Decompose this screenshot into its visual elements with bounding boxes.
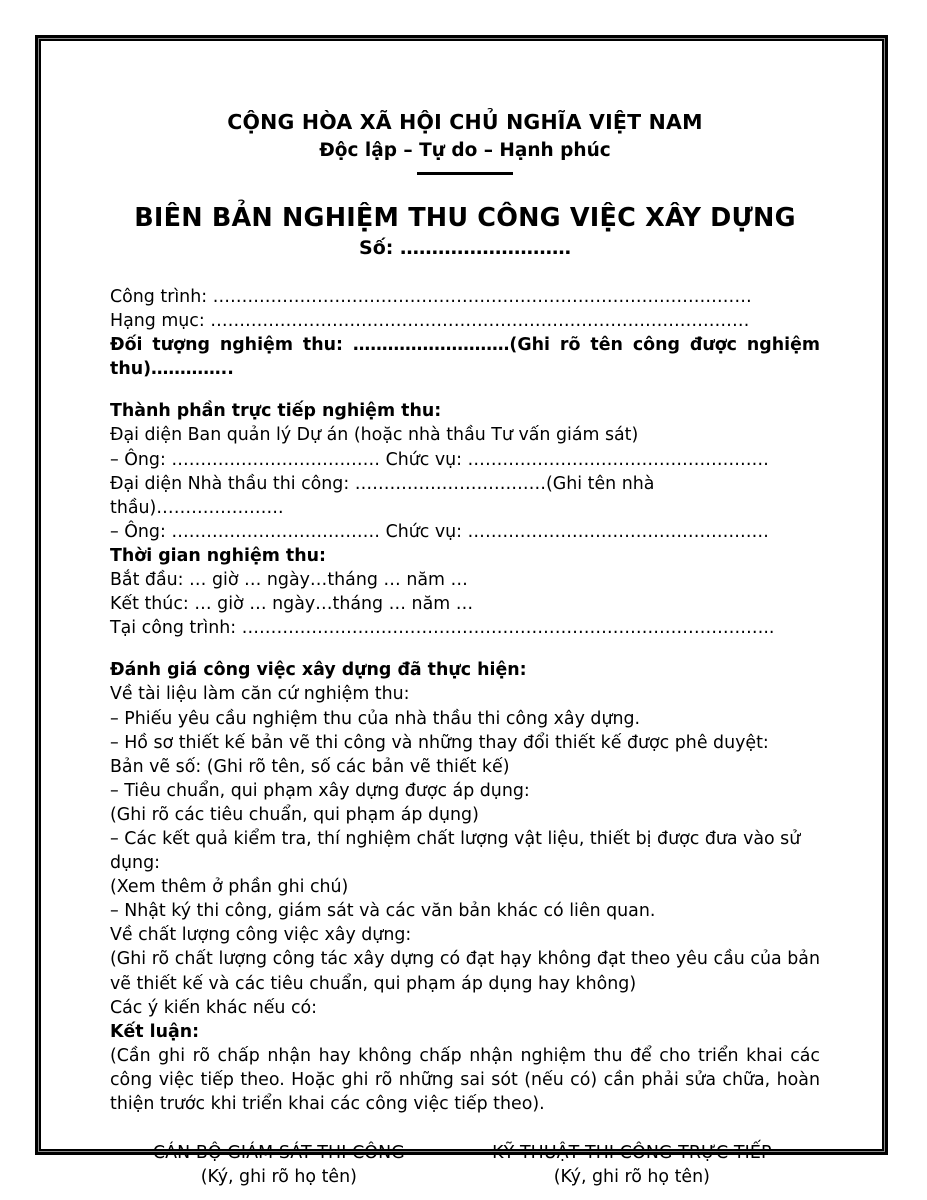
signature-title-supervisor: CÁN BỘ GIÁM SÁT THI CÔNG <box>152 1143 405 1164</box>
time-start-line: Bắt đầu: … giờ … ngày…tháng … năm … <box>110 570 468 591</box>
quality-note: (Ghi rõ chất lượng công tác xây dựng có đạt hạy không đạt theo yêu cầu của bản vẽ thiết kế và các tiêu chuẩn, qui phạm áp dụng hay không) <box>110 949 826 994</box>
quality-intro: Về chất lượng công việc xây dựng: <box>110 925 412 946</box>
time-heading: Thời gian nghiệm thu: <box>110 545 326 566</box>
document-header <box>110 41 820 261</box>
signature-subtitle-supervisor: (Ký, ghi rõ họ tên) <box>200 1166 357 1187</box>
participant-contractor-person: – Ông: ……………………………… Chức vụ: ……………………………………………. <box>110 521 769 542</box>
signature-title-technician: KỸ THUẬT THI CÔNG TRỰC TIẾP <box>492 1143 772 1164</box>
conclusion-note: (Cần ghi rõ chấp nhận hay không chấp nhận nghiệm thu để cho triển khai các công việc tiếp theo. Hoặc ghi rõ những sai sót (nếu có) cần phải sửa chữa, hoàn thiện trước khi triển khai các công việc tiếp theo). <box>110 1045 826 1115</box>
other-opinions-line: Các ý kiến khác nếu có: <box>110 997 318 1018</box>
evaluation-item-4-note: (Xem thêm ở phần ghi chú) <box>110 877 349 898</box>
evaluation-item-2-note: Bản vẽ số: (Ghi rõ tên, số các bản vẽ thiết kế) <box>110 756 510 777</box>
time-end-line: Kết thúc: … giờ … ngày…tháng … năm … <box>110 594 474 615</box>
document-body <box>110 285 827 1188</box>
motto-divider <box>417 172 513 175</box>
subject-line: Đối tượng nghiệm thu: ………………………(Ghi rõ tên công được nghiệm thu)………….. <box>110 335 827 380</box>
evaluation-heading: Đánh giá công việc xây dựng đã thực hiện: <box>110 660 527 681</box>
national-motto: Độc lập – Tự do – Hạnh phúc <box>319 139 611 161</box>
location-line: Tại công trình: ……………………………………………………………………………….. <box>110 618 775 639</box>
signature-block <box>110 1142 820 1188</box>
document-title: BIÊN BẢN NGHIỆM THU CÔNG VIỆC XÂY DỰNG <box>134 202 796 233</box>
evaluation-docs-intro: Về tài liệu làm căn cứ nghiệm thu: <box>110 684 410 705</box>
signature-column-technician <box>444 1142 820 1188</box>
document-number: Số: ……………………… <box>359 237 571 260</box>
section-gap <box>110 381 820 399</box>
evaluation-item-1: – Phiếu yêu cầu nghiệm thu của nhà thầu thi công xây dựng. <box>110 708 641 729</box>
signature-column-supervisor <box>110 1142 444 1188</box>
page-content <box>110 41 827 1187</box>
evaluation-item-5: – Nhật ký thi công, giám sát và các văn bản khác có liên quan. <box>110 901 656 922</box>
participant-pmu-person: – Ông: ……………………………… Chức vụ: ……………………………………………. <box>110 449 769 470</box>
page-border-frame <box>35 35 888 1187</box>
participant-pmu: Đại diện Ban quản lý Dự án (hoặc nhà thầu Tư vấn giám sát) <box>110 425 639 446</box>
participants-heading: Thành phần trực tiếp nghiệm thu: <box>110 401 442 422</box>
national-title: CỘNG HÒA XÃ HỘI CHỦ NGHĨA VIỆT NAM <box>227 110 703 134</box>
item-line: Hạng mục: ………………………………………………………………………………… <box>110 311 750 332</box>
project-line: Công trình: ………………………………………………………………………………… <box>110 287 752 308</box>
evaluation-item-3-note: (Ghi rõ các tiêu chuẩn, qui phạm áp dụng) <box>110 804 479 825</box>
signature-subtitle-technician: (Ký, ghi rõ họ tên) <box>553 1166 710 1187</box>
evaluation-item-2: – Hồ sơ thiết kế bản vẽ thi công và những thay đổi thiết kế được phê duyệt: <box>110 732 769 753</box>
evaluation-item-4: – Các kết quả kiểm tra, thí nghiệm chất lượng vật liệu, thiết bị được đưa vào sử dụng: <box>110 828 806 874</box>
participant-contractor: Đại diện Nhà thầu thi công: ……………………………(Ghi tên nhà thầu)…………………. <box>110 473 660 518</box>
evaluation-item-3: – Tiêu chuẩn, qui phạm xây dựng được áp dụng: <box>110 780 530 801</box>
conclusion-heading: Kết luận: <box>110 1021 200 1042</box>
section-gap <box>110 640 820 658</box>
